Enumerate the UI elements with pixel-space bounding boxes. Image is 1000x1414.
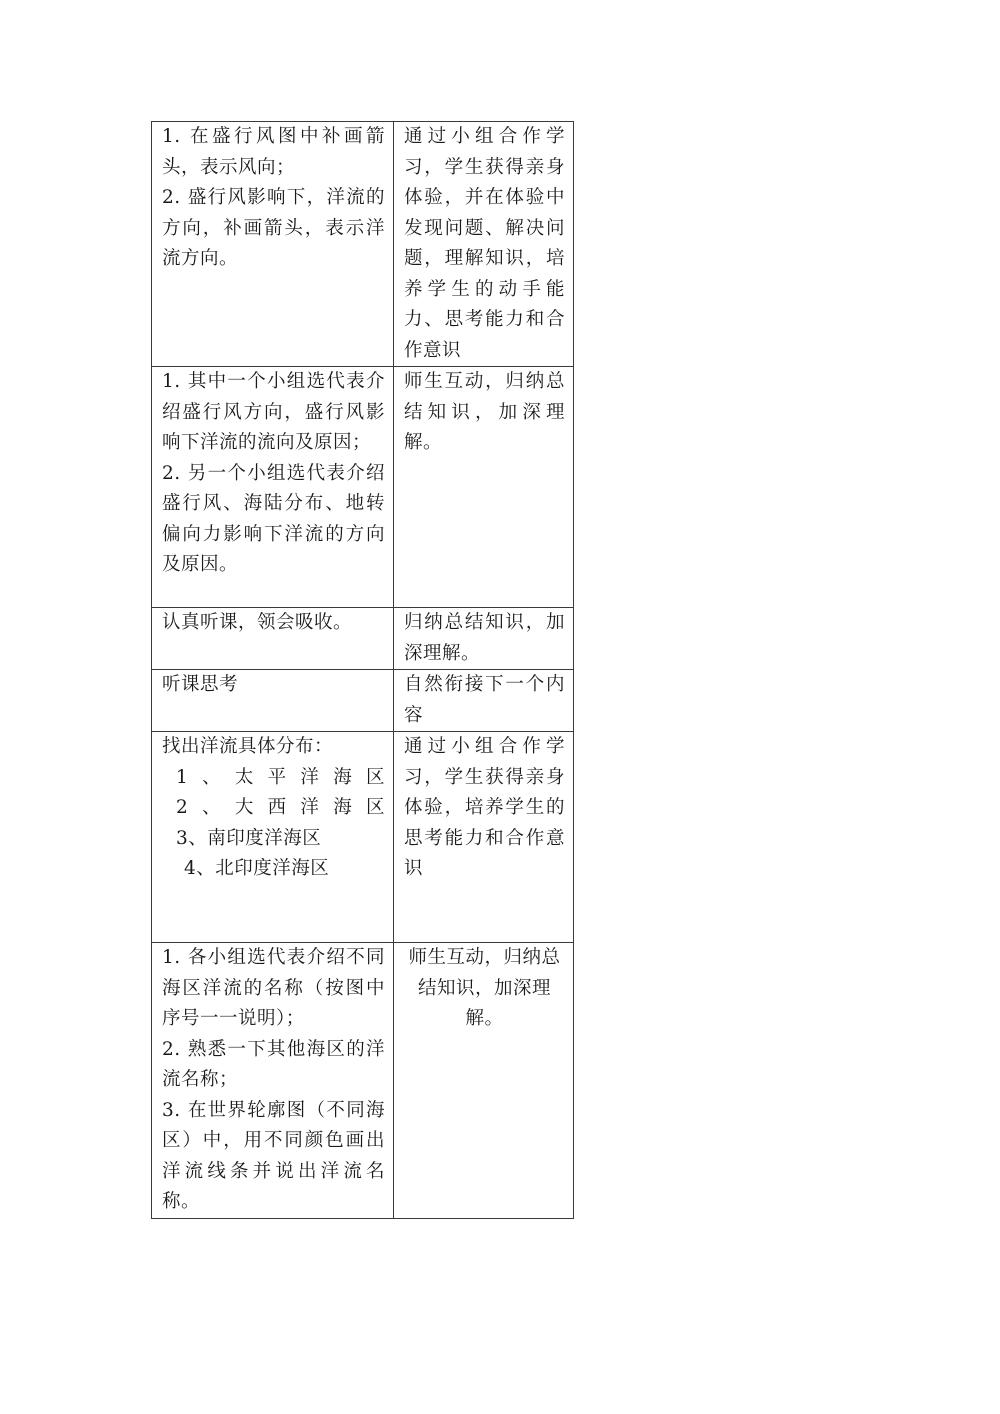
intent-text: 师生互动，归纳总结知识，加深理解。: [408, 947, 561, 1029]
intent-cell: [394, 732, 574, 943]
table-row: [152, 943, 574, 1219]
activity-cell: [152, 608, 394, 670]
table-row: [152, 122, 574, 367]
list-item: 1、太平洋海区: [176, 766, 385, 788]
intent-text: 归纳总结知识，加深理解。: [404, 612, 565, 664]
activity-text: 认真听课，领会吸收。: [162, 612, 353, 633]
activity-text: 3. 在世界轮廓图（不同海区）中，用不同颜色画出洋流线条并说出洋流名称。: [162, 1099, 385, 1212]
intent-text: 师生互动，归纳总结知识，加深理解。: [404, 371, 565, 453]
activity-text: 1. 各小组选代表介绍不同海区洋流的名称（按图中序号一一说明）；: [162, 947, 385, 1029]
table-row: [152, 608, 574, 670]
activity-text: 2. 盛行风影响下，洋流的方向，补画箭头，表示洋流方向。: [162, 187, 385, 269]
intent-cell: [394, 122, 574, 367]
intent-cell: [394, 670, 574, 732]
activity-text: 听课思考: [162, 674, 239, 695]
activity-cell: [152, 732, 394, 943]
table-row: [152, 367, 574, 608]
activity-title: 找出洋流具体分布：: [162, 736, 334, 757]
activity-cell: [152, 122, 394, 367]
intent-text: 通过小组合作学习，学生获得亲身体验，并在体验中发现问题、解决问题，理解知识，培养学生的动手能力、思考能力和合作意识: [404, 126, 565, 361]
intent-cell: [394, 943, 574, 1219]
list-item: 2、大西洋海区: [176, 797, 385, 818]
list-item: 3、南印度洋海区: [176, 827, 322, 849]
table-row: [152, 732, 574, 943]
intent-cell: [394, 608, 574, 670]
activity-cell: [152, 670, 394, 732]
intent-text: 自然衔接下一个内容: [404, 674, 565, 726]
lesson-table: [151, 121, 574, 1219]
activity-cell: [152, 367, 394, 608]
list-item: 4、北印度洋海区: [184, 858, 330, 879]
activity-text: 2. 另一个小组选代表介绍盛行风、海陆分布、地转偏向力影响下洋流的方向及原因。: [162, 462, 385, 575]
activity-text: 2. 熟悉一下其他海区的洋流名称；: [162, 1038, 385, 1090]
activity-text: 1. 其中一个小组选代表介绍盛行风方向，盛行风影响下洋流的流向及原因；: [162, 371, 385, 453]
intent-cell: [394, 367, 574, 608]
intent-text: 通过小组合作学习，学生获得亲身体验，培养学生的思考能力和合作意识: [404, 736, 565, 879]
table-row: [152, 670, 574, 732]
activity-cell: [152, 943, 394, 1219]
activity-text: 1. 在盛行风图中补画箭头，表示风向；: [162, 126, 385, 178]
